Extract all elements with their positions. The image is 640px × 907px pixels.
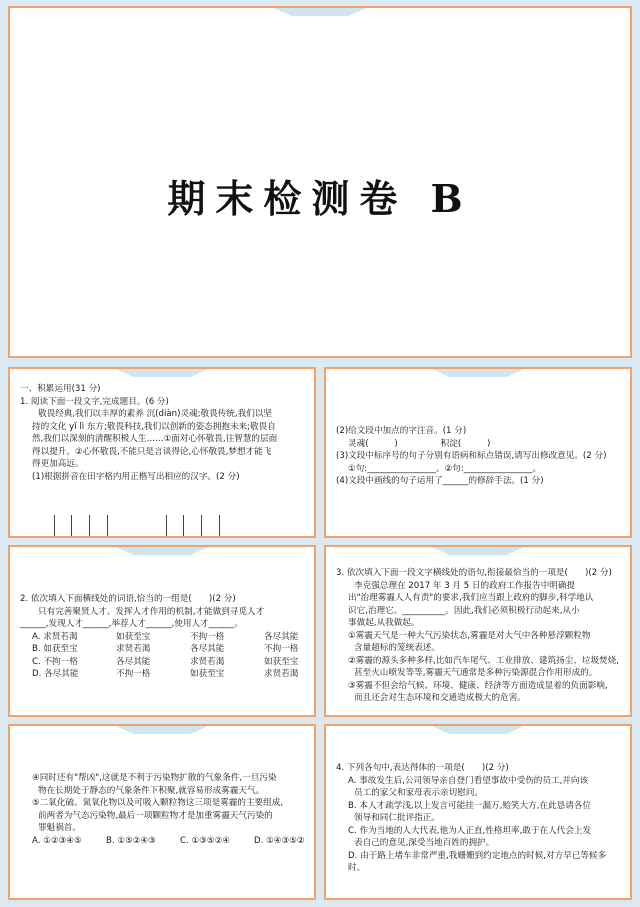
question-text: 识它,治理它。__________。因此,我们必须积极行动起来,从小: [348, 605, 580, 616]
option-text[interactable]: D. 由于路上堵车非常严重,我姗姗到约定地点的时候,对方早已等候多时。: [348, 850, 607, 873]
option-row[interactable]: C. 不拘一格 各尽其能 求贤若渴 如获至宝: [32, 656, 299, 667]
passage-line: 得更加高远。: [32, 459, 84, 469]
section-heading: 一、积累运用(31 分): [20, 384, 101, 394]
option-row[interactable]: B. 如获至宝 求贤若渴 各尽其能 不拘一格: [32, 644, 299, 654]
option-row[interactable]: A. ①②③④⑤ B. ①⑤②④③ C. ①③⑤②④ D. ①④③⑤②: [32, 835, 305, 846]
question-text: 事做起,从我做起。: [348, 618, 420, 628]
page-title: 期末检测卷 B: [167, 176, 473, 221]
answer-line: 灵魂( ) 积淀( ): [348, 438, 491, 449]
slide-question-3: [324, 545, 632, 717]
passage-line: 然,我们以深刻的清醒积极人生……①面对心怀敬畏,往智慧的层面: [32, 434, 278, 444]
question-text: 李克强总理在 2017 年 3 月 5 日的政府工作报告中明确提: [354, 580, 576, 591]
statement: ②雾霾的源头多种多样,比如汽车尾气、工业排放、建筑扬尘、垃圾焚烧,: [348, 655, 619, 666]
slide-question-3-continued: [8, 724, 316, 900]
passage-line: 得以提升。②心怀敬畏,不能只是言谈得论,心怀敬畏,梦想才能飞: [32, 446, 272, 457]
option-text: 表自己的意见,深受当地百姓的拥护。: [354, 838, 495, 848]
passage-line: 敬畏经典,我们以丰厚的素养 沉(diàn)灵魂;敬畏传统,我们以坚: [38, 409, 273, 419]
statement: ①雾霾天气是一种大气污染状态,雾霾是对大气中各种悬浮颗粒物: [348, 630, 591, 641]
statement: ③雾霾不但会给气候、环境、健康、经济等方面造成显着的负面影响,: [348, 680, 608, 691]
statement: 而且还会对生态环境和交通造成极大的危害。: [354, 693, 526, 703]
option-text[interactable]: B. 本人才疏学浅,以上发言可能挂一漏万,贻笑大方,在此恳请各位: [348, 800, 591, 811]
question-text: ______,发现人才______,举荐人才______,使用人才______。: [20, 619, 244, 629]
statement: 甚至火山喷发等等,雾霾天气通常是多种污染源混合作用形成的。: [354, 668, 598, 678]
title-slide: [8, 6, 632, 358]
question-heading: 2. 依次填入下面横线处的词语,恰当的一组是( )(2 分): [20, 594, 236, 604]
answer-line: ①句:________________。②句:________________。: [348, 463, 542, 474]
statement: ④同时还有"帮凶",这就是不利于污染物扩散的气象条件,一旦污染: [32, 773, 277, 783]
slide-question-1-continued: [324, 367, 632, 538]
question-heading: 4. 下列各句中,表达得体的一项是( )(2 分): [336, 763, 509, 773]
answer-grid-2[interactable]: [166, 515, 220, 537]
slide-tab-decoration: [272, 7, 368, 16]
option-text[interactable]: C. 作为当地的人大代表,他为人正直,性格坦率,敢于在人代会上发: [348, 825, 592, 836]
statement: 物在长期处于静态的气象条件下积聚,就容易形成雾霾天气。: [38, 785, 265, 796]
option-row[interactable]: A. 求贤若渴 如获至宝 不拘一格 各尽其能: [32, 631, 299, 642]
option-text[interactable]: A. 事故发生后,公司领导亲自登门看望事故中受伤的员工,并向该: [348, 775, 589, 786]
statement: 前两者为气态污染物,最后一项颗粒物才是加重雾霾天气污染的: [38, 810, 273, 821]
option-text: 领导和同仁批评指正。: [354, 813, 440, 823]
question-text: 只有完善聚贤人才、发挥人才作用的机制,才能做到寻觅人才: [38, 606, 265, 617]
answer-grid-1[interactable]: [54, 515, 108, 537]
sub-question: (2)给文段中加点的字注音。(1 分): [336, 426, 467, 436]
slide-question-4: [324, 724, 632, 900]
passage-line: 持的文化 yǐ lì 东方;敬畏科技,我们以创新的姿态拥抱未来;敬畏自: [32, 421, 276, 432]
sub-question: (3)文段中标序号的句子分别有语病和标点错误,请写出修改意见。(2 分): [336, 451, 607, 461]
question-heading: 1. 阅读下面一段文字,完成题目。(6 分): [20, 396, 169, 407]
statement: 罪魁祸首。: [38, 823, 81, 833]
question-heading: 3. 依次填入下面一段文字横线处的语句,衔接最恰当的一项是( )(2 分): [336, 568, 612, 578]
slide-question-2: [8, 545, 316, 717]
slide-question-1: [8, 367, 316, 538]
statement: 含量超标的笼统表述。: [354, 643, 440, 653]
option-row[interactable]: D. 各尽其能 不拘一格 如获至宝 求贤若渴: [32, 669, 299, 679]
sub-question: (1)根据拼音在田字格内用正楷写出相应的汉字。(2 分): [32, 471, 240, 482]
sub-question: (4)文段中画线的句子运用了______的修辞手法。(1 分): [336, 476, 544, 486]
question-text: 出"治理雾霾人人有责"的要求,我们应当跟上政府的脚步,科学地认: [348, 593, 594, 603]
statement: ⑤二氧化硫、氮氧化物以及可吸入颗粒物这三项是雾霾的主要组成,: [32, 798, 284, 808]
option-text: 员工的家父和家母表示亲切慰问。: [354, 788, 483, 798]
